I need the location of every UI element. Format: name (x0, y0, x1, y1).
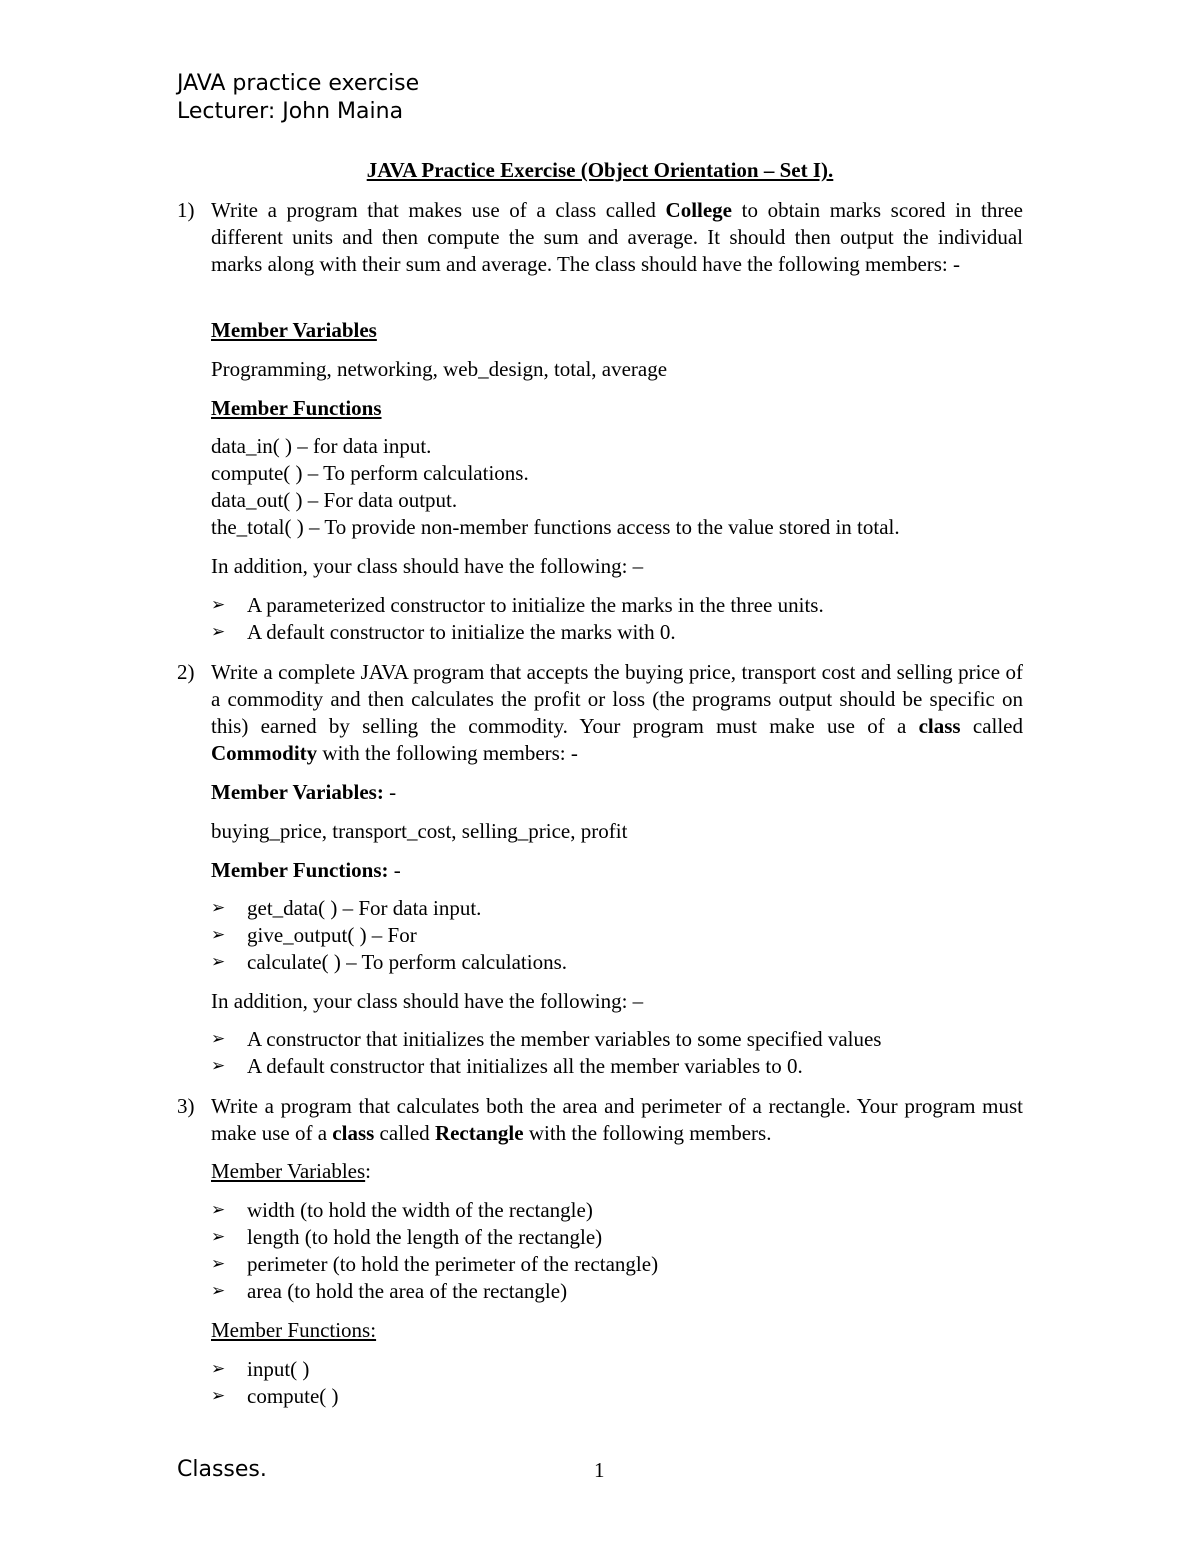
q2-member-functions (211, 895, 1023, 976)
list-item: ➢ A constructor that initializes the member variables to some specified values (211, 1027, 882, 1051)
list-item: ➢ compute( ) (211, 1384, 339, 1408)
list-item: ➢ A parameterized constructor to initialize the marks in the three units. (211, 593, 824, 617)
list-item: ➢ area (to hold the area of the rectangle) (211, 1279, 568, 1303)
arrow-bullet-icon: ➢ (211, 1029, 226, 1049)
header-lecturer: Lecturer: John Maina (177, 99, 404, 124)
q1-function-item: compute( ) – To perform calculations. (211, 461, 529, 485)
q2-constructor-list (211, 1026, 1023, 1080)
question-2 (177, 659, 1023, 767)
list-item: ➢ perimeter (to hold the perimeter of the rectangle) (211, 1252, 659, 1276)
q1-member-functions-heading: Member Functions (211, 396, 382, 420)
question-1 (177, 197, 1023, 278)
arrow-bullet-icon: ➢ (211, 1227, 226, 1247)
arrow-bullet-icon: ➢ (211, 1281, 226, 1301)
q3-member-variables (211, 1197, 1023, 1305)
question-number: 1) (177, 198, 195, 222)
q2-member-variables-heading: Member Variables: - (211, 780, 397, 804)
q3-member-variables-heading: Member Variables: (211, 1159, 371, 1183)
class-name-rectangle: Rectangle (434, 1121, 524, 1145)
exercise-title: JAVA Practice Exercise (Object Orientation – Set I). (366, 158, 834, 182)
question-2-text: Write a complete JAVA program that accepts the buying price, transport cost and selling price of a commodity and then calculates the profit or loss (the programs output should be specific on this) earned by selling the commodity. Your program must make use of a class called Commodity with the following members: - (211, 660, 1023, 765)
arrow-bullet-icon: ➢ (211, 1254, 226, 1274)
arrow-bullet-icon: ➢ (211, 1359, 226, 1379)
question-1-text: Write a program that makes use of a class called College to obtain marks scored in three different units and then compute the sum and average. It should then output the individual marks along with their sum and average. The class should have the following members: - (211, 198, 1023, 276)
q1-addition-text: In addition, your class should have the following: – (211, 554, 644, 578)
keyword-class: class (332, 1121, 375, 1145)
question-3-text: Write a program that calculates both the area and perimeter of a rectangle. Your program must make use of a class called Rectangle with the following members. (211, 1094, 1023, 1145)
list-item: ➢ calculate( ) – To perform calculations. (211, 950, 568, 974)
class-name-commodity: Commodity (211, 741, 318, 765)
q2-addition-text: In addition, your class should have the following: – (211, 989, 644, 1013)
q1-constructor-list (211, 592, 1023, 646)
arrow-bullet-icon: ➢ (211, 952, 226, 972)
list-item: ➢ length (to hold the length of the rectangle) (211, 1225, 603, 1249)
arrow-bullet-icon: ➢ (211, 1056, 226, 1076)
q3-member-functions (211, 1356, 1023, 1410)
q1-member-variables: Programming, networking, web_design, total, average (211, 357, 668, 381)
question-3 (177, 1093, 1023, 1147)
arrow-bullet-icon: ➢ (211, 898, 226, 918)
class-name-college: College (665, 198, 733, 222)
list-item: ➢ get_data( ) – For data input. (211, 896, 482, 920)
q2-member-functions-heading: Member Functions: - (211, 858, 401, 882)
q1-function-item: the_total( ) – To provide non-member functions access to the value stored in total. (211, 515, 900, 539)
q2-member-variables: buying_price, transport_cost, selling_price, profit (211, 819, 628, 843)
list-item: ➢ A default constructor to initialize the marks with 0. (211, 620, 676, 644)
list-item: ➢ A default constructor that initializes all the member variables to 0. (211, 1054, 803, 1078)
q1-function-item: data_out( ) – For data output. (211, 488, 458, 512)
header-course-title: JAVA practice exercise (177, 71, 420, 96)
footer-label: Classes. (177, 1457, 267, 1482)
q1-member-functions (211, 433, 1023, 541)
arrow-bullet-icon: ➢ (211, 1200, 226, 1220)
arrow-bullet-icon: ➢ (211, 595, 226, 615)
list-item: ➢ width (to hold the width of the rectangle) (211, 1198, 593, 1222)
q3-member-functions-heading: Member Functions: (211, 1318, 377, 1342)
question-number: 3) (177, 1094, 195, 1118)
arrow-bullet-icon: ➢ (211, 925, 226, 945)
page-number: 1 (594, 1458, 605, 1482)
list-item: ➢ input( ) (211, 1357, 310, 1381)
list-item: ➢ give_output( ) – For (211, 923, 417, 947)
arrow-bullet-icon: ➢ (211, 1386, 226, 1406)
q1-member-variables-heading: Member Variables (211, 318, 377, 342)
question-number: 2) (177, 660, 195, 684)
q1-function-item: data_in( ) – for data input. (211, 434, 432, 458)
document-header (177, 70, 419, 126)
arrow-bullet-icon: ➢ (211, 622, 226, 642)
keyword-class: class (918, 714, 961, 738)
